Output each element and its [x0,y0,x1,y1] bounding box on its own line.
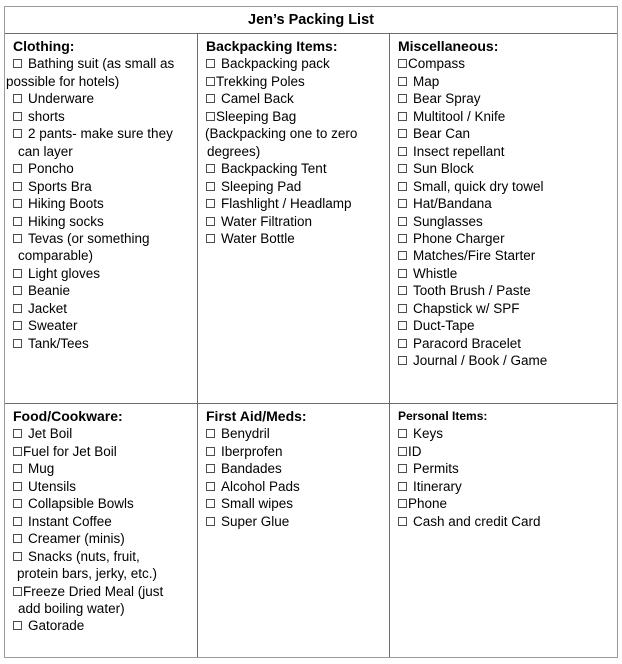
list-item [390,125,615,142]
list-item [390,55,615,72]
checkbox-icon [13,59,22,68]
list-item [390,282,615,299]
item-label: Chapstick w/ SPF [413,300,520,316]
table-title-row [5,7,617,34]
list-item [198,160,387,177]
item-label: ID [408,443,422,459]
checkbox-icon [13,199,22,208]
list-item [5,425,195,442]
checkbox-icon [398,164,407,173]
checkbox-icon [398,464,407,473]
item-label: Gatorade [28,618,85,634]
list-item [390,90,615,107]
checkbox-icon [13,304,22,313]
item-label: Instant Coffee [28,513,112,529]
checkbox-icon [13,321,22,330]
list-item [390,460,615,477]
item-label: Water Bottle [221,230,295,246]
checkbox-icon [398,199,407,208]
item-label: Map [413,73,440,89]
checkbox-icon [13,269,22,278]
section-header: Miscellaneous: [398,38,499,54]
item-label: Snacks (nuts, fruit, [28,548,140,564]
checkbox-icon [206,182,215,191]
list-item [390,443,615,460]
checkbox-icon [206,199,215,208]
table-cell [390,404,617,657]
item-label: Permits [413,461,459,477]
checkbox-icon [206,464,215,473]
item-label: Poncho [28,161,74,177]
item-label: Bathing suit (as small as [28,56,175,72]
checkbox-icon [13,129,22,138]
item-label: Bear Spray [413,91,481,107]
list-item [5,90,195,107]
checkbox-icon [398,77,407,86]
checkbox-icon [398,269,407,278]
table-cell [198,404,390,657]
checkbox-icon [13,217,22,226]
item-label: Water Filtration [221,213,313,229]
item-label: shorts [28,108,65,124]
list-item [390,335,615,352]
list-item [198,178,387,195]
item-label-continued: degrees) [207,143,261,159]
checkbox-icon [398,182,407,191]
item-label: Alcohol Pads [221,478,300,494]
checkbox-icon [13,464,22,473]
item-label: Beanie [28,283,71,299]
section-header: Personal Items: [398,409,488,423]
list-item [5,548,195,565]
item-label: Hat/Bandana [413,196,492,212]
checkbox-icon [398,499,407,508]
list-item [5,317,195,334]
list-item [390,425,615,442]
item-label-continued: (Backpacking one to zero [205,126,358,142]
list-item [390,352,615,369]
list-item [390,160,615,177]
item-label: Small, quick dry towel [413,178,544,194]
checkbox-icon [206,94,215,103]
item-label: Benydril [221,426,270,442]
checkbox-icon [398,286,407,295]
list-item [390,247,615,264]
checkbox-icon [206,112,215,121]
packing-list-table [4,6,618,658]
checkbox-icon [206,77,215,86]
list-item [390,265,615,282]
list-item [198,73,387,90]
checkbox-icon [398,94,407,103]
checkbox-icon [206,447,215,456]
item-label-continued: add boiling water) [18,600,125,616]
checkbox-icon [206,164,215,173]
item-label: Jet Boil [28,426,73,442]
list-item [5,160,195,177]
checkbox-icon [13,164,22,173]
checkbox-icon [398,517,407,526]
item-label: Sweater [28,318,78,334]
list-item [5,443,195,460]
checkbox-icon [13,587,22,596]
checkbox-icon [206,499,215,508]
checkbox-icon [206,59,215,68]
item-label: 2 pants- make sure they [28,126,173,142]
list-item [5,513,195,530]
list-item [390,143,615,160]
list-item [5,617,195,634]
item-label: Freeze Dried Meal (just [23,583,164,599]
list-item [5,478,195,495]
list-item [5,55,195,72]
item-label: Iberprofen [221,443,283,459]
list-item [5,265,195,282]
table-cell [5,404,198,657]
checkbox-icon [398,482,407,491]
checkbox-icon [13,517,22,526]
table-row [5,34,617,404]
item-label: Whistle [413,265,458,281]
section-header: Food/Cookware: [13,408,123,424]
checkbox-icon [13,621,22,630]
item-label: Underware [28,91,95,107]
list-item [5,195,195,212]
item-label: Trekking Poles [216,73,305,89]
item-label: Tank/Tees [28,335,89,351]
item-label: Sunglasses [413,213,483,229]
item-label: Creamer (minis) [28,531,125,547]
checkbox-icon [206,517,215,526]
checkbox-icon [206,429,215,438]
item-label: Journal / Book / Game [413,353,548,369]
checkbox-icon [13,447,22,456]
checkbox-icon [13,429,22,438]
checkbox-icon [13,112,22,121]
list-item [5,530,195,547]
item-label-continued: can layer [18,143,73,159]
checkbox-icon [206,482,215,491]
section-header: Clothing: [13,38,75,54]
checkbox-icon [398,217,407,226]
list-item [198,108,387,125]
list-item [198,90,387,107]
list-item [5,583,195,600]
table-cell [198,34,390,404]
checkbox-icon [398,129,407,138]
checkbox-icon [206,234,215,243]
section-header: First Aid/Meds: [206,408,307,424]
list-item [198,230,387,247]
checkbox-icon [398,304,407,313]
item-label: Backpacking pack [221,56,330,72]
item-label: Tooth Brush / Paste [413,283,531,299]
list-item [5,300,195,317]
table-row [5,404,617,657]
item-label: Phone Charger [413,230,505,246]
list-item [5,230,195,247]
checkbox-icon [398,339,407,348]
list-item [198,478,387,495]
item-label: Sports Bra [28,178,92,194]
list-item [198,425,387,442]
item-label: Itinerary [413,478,462,494]
list-item [198,495,387,512]
checkbox-icon [13,552,22,561]
list-item [390,213,615,230]
item-label: Cash and credit Card [413,513,541,529]
item-label: Hiking Boots [28,196,104,212]
checkbox-icon [398,59,407,68]
list-item [390,513,615,530]
item-label: Sleeping Pad [221,178,302,194]
item-label: Phone [408,496,448,512]
list-item [390,178,615,195]
checkbox-icon [13,339,22,348]
item-label: Sun Block [413,161,474,177]
item-label: Jacket [28,300,68,316]
table-cell [5,34,198,404]
item-label: Tevas (or something [28,230,150,246]
list-item [390,230,615,247]
list-item [198,443,387,460]
checkbox-icon [13,286,22,295]
table-cell [390,34,617,404]
list-item [198,460,387,477]
list-item [390,478,615,495]
item-label: Paracord Bracelet [413,335,522,351]
item-label: Bandades [221,461,282,477]
checkbox-icon [206,217,215,226]
item-label: Multitool / Knife [413,108,506,124]
list-item [5,125,195,142]
item-label: Bear Can [413,126,471,142]
section-header: Backpacking Items: [206,38,338,54]
checkbox-icon [398,251,407,260]
item-label: Keys [413,426,444,442]
checkbox-icon [13,94,22,103]
list-item [5,495,195,512]
list-item [390,495,615,512]
item-label: Compass [408,56,466,72]
checkbox-icon [398,112,407,121]
checkbox-icon [13,482,22,491]
list-item [390,195,615,212]
list-item [5,213,195,230]
item-label: Light gloves [28,265,101,281]
checkbox-icon [398,234,407,243]
item-label: Hiking socks [28,213,104,229]
item-label: Collapsible Bowls [28,496,134,512]
checkbox-icon [398,356,407,365]
list-item [5,282,195,299]
list-item [5,460,195,477]
list-item [5,178,195,195]
item-label: Camel Back [221,91,294,107]
item-label: Fuel for Jet Boil [23,443,117,459]
item-label: Flashlight / Headlamp [221,196,352,212]
item-label: Duct-Tape [413,318,475,334]
list-item [5,108,195,125]
page-title: Jen’s Packing List [248,12,374,28]
item-label-continued: comparable) [18,248,94,264]
checkbox-icon [13,499,22,508]
list-item [5,335,195,352]
list-item [198,195,387,212]
item-label: Insect repellant [413,143,505,159]
checkbox-icon [398,447,407,456]
list-item [198,513,387,530]
item-label: Backpacking Tent [221,161,327,177]
item-label: Sleeping Bag [216,108,297,124]
list-item [198,55,387,72]
list-item [390,317,615,334]
checkbox-icon [13,534,22,543]
checkbox-icon [13,234,22,243]
checkbox-icon [398,429,407,438]
item-label: Super Glue [221,513,290,529]
list-item [390,300,615,317]
item-label-continued: protein bars, jerky, etc.) [17,566,158,582]
list-item [390,73,615,90]
item-label: Small wipes [221,496,294,512]
list-item [198,213,387,230]
item-label: Matches/Fire Starter [413,248,536,264]
item-label-continued: possible for hotels) [6,73,120,89]
checkbox-icon [398,321,407,330]
list-item [390,108,615,125]
item-label: Mug [28,461,55,477]
checkbox-icon [13,182,22,191]
checkbox-icon [398,147,407,156]
item-label: Utensils [28,478,77,494]
